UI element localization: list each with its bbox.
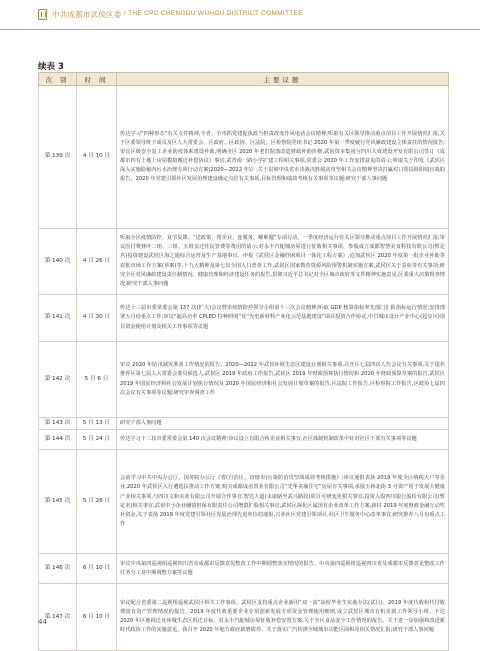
session-number: 第 144 次 <box>39 430 77 450</box>
header-title-cn: 中共成都市武侯区委 <box>52 10 122 19</box>
table-row <box>39 450 449 554</box>
session-date: 6 月 10 日 <box>77 584 117 651</box>
session-topics: 审议 2020 年防汛减灾准备工作情况的报告、2020—2022 年武侯环境生态区建设计划相关事项,召开区七届四次人代会议有关事项,关于提名推荐区第七届人大常委会委员候选人,武侯区 2019 年政府工作报告,武侯区 2019 年财政预算执行情况和 2020 年财政预算草案的报告,武侯区 2019 年国民经济和社会发展计划执行情况及 2020 年国民经济和社会发展计划草案的报告,区法院工作报告,区检察院工作报告,区政协七届四次会议有关事项等议题;研究审查调查工作 <box>117 342 449 418</box>
session-topics: 研究干部人事问题 <box>117 418 449 430</box>
session-topics: 传达十三届市委常委会第 137 次(扩大)会议暨市疫情防控领导小组第十三次会议精神;听取 GDP 核算指标率先部门汇报指标运行情况;安排部署五月份重点工作;审议“超高功率 CPLED 特种照明”及“光电新材料产业化示范基地建设”项目投资合作协议,中日城市设计产业中心(起步区)项目资金使用计划及相关工作事项等议题 <box>117 295 449 342</box>
session-topics: 传达学习十三届市委常委会第 140 次会议精神;审议设立有限合伙企业相关事宜,社区体制机制改革中针对社区干部有关事项等议题 <box>117 430 449 450</box>
meetings-table <box>38 72 449 651</box>
table-row <box>39 584 449 651</box>
col-header-date: 时 间 <box>77 73 117 86</box>
table-header-row <box>39 73 449 86</box>
session-topics: 传达学习“四种形态”有关文件精神,全省、全市抓党建促执政当担责改变作风电话会议精神;听取有关区领导推动重点项目工作开展情况汇报,关于区委领导班子成员及区人大常委会、区政府、区政协、区法院、区检察院党组书记 2020 年第一季度履行党风廉政建设主体责任的情况报告;审议区级安全复工企业防疫体系建设补助,明确全区 2020 年老旧院落改造财政补助价格,武侯资本集团与四川大成建设开发有限公司签订《成都市四有土地上房屋模拟搬迁补偿协议》事宜,武青南一路小学扩建工程相关事项,常委会 2020 年工作安排意见的请示;听取关于印发《武侯区深入实施隐秘内污水治理专项行动方案(2020—2022 年)》,关于贯彻中央省市决战决胜脱贫攻坚相关会议精神坚决打赢对口帮扶简阳收官战的报告、2020 年党建引领社区发展治理建设确定点位有关事项,目标管理和绩效考核有关事项等议题;研究干部人事问题 <box>117 86 449 229</box>
table-row <box>39 342 449 418</box>
session-number: 第 145 次 <box>39 450 77 554</box>
session-topics: 审议中央第四巡视组巡视四川省及成都市反馈意见整改工作中期调整落实情况的报告、中央第四巡视组巡视四川省及成都市反馈意见整改工作任务分工及中期调整方案等议题 <box>117 554 449 584</box>
table-continued-label: 续表 3 <box>38 62 64 72</box>
table-row <box>39 86 449 229</box>
session-topics: 听取全区疫情防控、复学复课、“送政策、帮企业、连服务、解难题”专项行动、一季度经济运行有关区领导推动重点项目工作开展情况汇报;审议医付费林叶二组、三组、五组亲迁住民管费等费用的请示,对永丰汽配城房屋进行征收相关事项、参股成立成都智慧美食科技有限公司(暂定名)投资建设武侯区海之通综合运营及生产基地事宜、申报《武侯区金融纾困项目一体化工程方案》,追加武侯区 2020 年度第一批企业补助等农批市场工作方案(草案)等,十九大精神及第七次全国人口普查工作,武侯区国家教育资源风险预警机制实施方案,武侯区关于表彰等有关事项;研究全区党风廉政建设责任制情况、健康管理和经济建设任务的报告,贯彻习近平总书记对全区城市政府等文件精神实施意见,区委重大决策督查情况;研究干部人事问题 <box>117 229 449 295</box>
session-number: 第 147 次 <box>39 584 77 651</box>
col-header-topics: 主要议题 <box>117 73 449 86</box>
session-topics: 会前学习中共中央办公厅、国务院办公厅《省(自治区、直辖市)污染防治攻坚战成效考核措施》;审议通报表扬 2019 年度全区纳税大户等企业,2020 年武侯区入行遴选扶推动工作方案,购买成都成房置业有限公司“光华美瑜住宅”房屋有关事项,承接玉林北街 3 号资产用于发展大健康产业相关事项,与四川文和实业有限公司开展合作事宜,智达大道(永康路至武兴路段)项目可研变更相关事宜,投资入股四川银行股份有限公司(暂定名)相关事宜,武侯中小企业融资担保有限责任公司增资扩股相关事宜,武侯区深化区属国有企业改革工作方案,我村 2019 年度财政金融互动奖补资金,关于表扬 2019 年度党建引领社区发展治理先进单位的通报,兴业社区党建引领项目,社区卫生服务中心改革事宜;研究推荐八月份重点工作 <box>117 450 449 554</box>
table-row <box>39 554 449 584</box>
col-header-num: 次 别 <box>39 73 77 86</box>
session-number: 第 140 次 <box>39 229 77 295</box>
session-date: 5 月 13 日 <box>77 418 117 430</box>
session-number: 第 141 次 <box>39 295 77 342</box>
session-date: 4 月 10 日 <box>77 86 117 229</box>
table-row <box>39 418 449 430</box>
session-date: 5 月 6 日 <box>77 342 117 418</box>
session-date: 5 月 24 日 <box>77 430 117 450</box>
table-row <box>39 229 449 295</box>
page-number: 44 <box>38 618 47 626</box>
session-date: 6 月 10 日 <box>77 554 117 584</box>
table-row <box>39 430 449 450</box>
page-header <box>0 0 480 30</box>
party-logo-icon <box>38 9 47 20</box>
session-number: 第 139 次 <box>39 86 77 229</box>
session-number: 第 142 次 <box>39 342 77 418</box>
session-number: 第 143 次 <box>39 418 77 430</box>
session-number: 第 146 次 <box>39 554 77 584</box>
session-date: 4 月 30 日 <box>77 295 117 342</box>
header-title-en: / THE CPC CHENGDU WUHOU DISTRICT COMMITTEE <box>124 10 303 17</box>
table-row <box>39 295 449 342</box>
session-topics: 审议配合省委第二巡视组巡视武侯区相关工作事项、武侯区支持重点企业新用“双一流”高校毕业生实施办法(试行)、2019 年度代收和代付收费国有资产管理情况的报告、2019 年度代收重要企业专项创新发展专项资金管理使用细则,成立武侯区城市有机更新工作领导小组、下达 2020 年区地拆迁及环城生态区拆迁目标、对永丰汽配城房屋征收补偿安置方案,关于全区食品安全工作情况的报告、关于进一步加强和改进新时代政协工作的实施意见、我召开 2020 年地方政府新增债券、关于落实广汽传祺全域城市功能区面积及相关情况汇报;研究干部人事问题 <box>117 584 449 651</box>
session-date: 5 月 28 日 <box>77 450 117 554</box>
session-date: 4 月 26 日 <box>77 229 117 295</box>
